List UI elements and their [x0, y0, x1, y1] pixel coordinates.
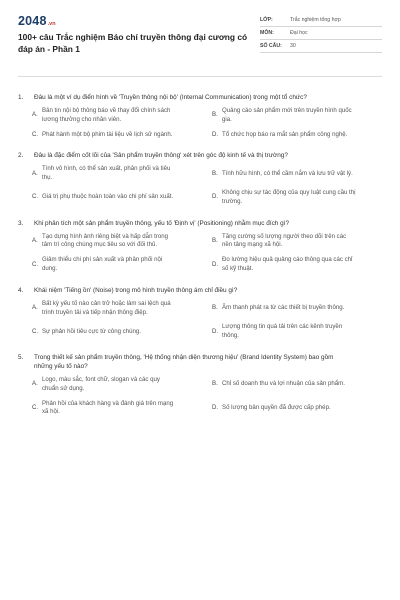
option-text: Phát hành một bộ phim tài liệu về lịch sử ngành. [42, 130, 173, 138]
question-stem [18, 219, 382, 228]
meta-key: MÔN: [260, 30, 274, 36]
option-text: Chỉ số doanh thu và lợi nhuận của sản phẩm. [222, 380, 345, 388]
options-grid [32, 233, 382, 274]
option-a[interactable] [32, 376, 212, 394]
option-letter: B. [212, 380, 218, 388]
option-text: Tổ chức họp báo ra mắt sản phẩm công nghệ. [222, 130, 348, 138]
option-a[interactable] [32, 107, 212, 125]
option-d[interactable] [212, 131, 376, 140]
question-text: Khái niệm 'Tiếng ồn' (Noise) trong mô hình truyền thông ám chỉ điều gì? [34, 286, 238, 294]
option-letter: D. [212, 193, 219, 201]
option-c[interactable] [32, 189, 212, 207]
option-text: Quảng cáo sản phẩm mới trên truyền hình quốc gia. [222, 107, 352, 123]
question-stem [18, 353, 382, 371]
option-letter: A. [32, 111, 38, 119]
question-1 [18, 93, 382, 139]
option-text: Bản tin nội bộ thông báo về thay đổi chính sách lương thưởng cho nhân viên. [42, 107, 171, 123]
option-letter: D. [212, 260, 219, 268]
options-grid [32, 165, 382, 206]
meta-value: Đại học [290, 30, 308, 36]
option-letter: B. [212, 304, 218, 312]
option-text: Phản hồi của khách hàng và đánh giá trên mạng xã hội. [42, 399, 174, 416]
question-text: Trong thiết kế sản phẩm truyền thông, 'Hệ thống nhận diện thương hiệu' (Brand Identity System) bao gồm những yếu tố nào? [34, 353, 334, 370]
logo-suffix: .vn [47, 21, 56, 27]
option-letter: B. [212, 169, 218, 177]
option-letter: D. [212, 130, 219, 138]
option-text: Số lượng bản quyền đã được cấp phép. [222, 403, 331, 411]
option-d[interactable] [212, 323, 376, 341]
question-number: 4. [18, 286, 24, 294]
question-text: Đâu là đặc điểm cốt lõi của 'Sản phẩm truyền thông' xét trên góc độ kinh tế và thị trường? [34, 152, 288, 160]
option-letter: C. [32, 327, 39, 335]
question-stem [18, 286, 382, 295]
question-number: 3. [18, 219, 24, 227]
option-d[interactable] [212, 256, 376, 274]
option-a[interactable] [32, 233, 212, 251]
question-stem [18, 93, 382, 102]
document-title: 100+ câu Trắc nghiệm Báo chí truyền thông đại cương có đáp án - Phần 1 [18, 32, 248, 54]
option-letter: A. [32, 304, 38, 312]
option-letter: A. [32, 380, 38, 388]
option-text: Logo, màu sắc, font chữ, slogan và các quy chuẩn sử dụng. [42, 375, 160, 392]
option-b[interactable] [212, 233, 376, 251]
option-letter: D. [212, 403, 219, 411]
meta-row-class [260, 14, 382, 27]
option-text: Tính vô hình, có thể sản xuất, phân phối và tiêu thụ. [42, 165, 171, 182]
page-header [18, 14, 382, 70]
option-text: Không chịu sự tác động của quy luật cung cầu thị trường. [222, 188, 356, 205]
meta-row-count [260, 40, 382, 53]
meta-table [260, 14, 382, 53]
option-text: Giảm thiểu chi phí sản xuất và phân phối nội dung. [42, 256, 163, 272]
option-text: Đo lường hiệu quả quảng cáo thông qua các chỉ số kỹ thuật. [222, 256, 353, 272]
question-3 [18, 219, 382, 274]
option-text: Lượng thông tin quá tải trên các kênh truyền thông. [222, 323, 343, 340]
question-stem [18, 151, 382, 160]
option-text: Âm thanh phát ra từ các thiết bị truyền thông. [222, 304, 345, 312]
option-d[interactable] [212, 189, 376, 207]
option-b[interactable] [212, 300, 376, 318]
option-letter: D. [212, 327, 219, 335]
brand-block [18, 14, 250, 55]
option-d[interactable] [212, 400, 376, 418]
question-number: 5. [18, 353, 24, 361]
meta-value: Trắc nghiệm tổng hợp [290, 17, 341, 23]
option-text: Bất kỳ yếu tố nào cản trở hoặc làm sai lệch quá trình truyền tải và tiếp nhận thông điệp. [42, 299, 171, 316]
option-text: Sự phản hồi tiêu cực từ công chúng. [42, 327, 141, 335]
logo-text: 2048 [18, 14, 47, 28]
option-letter: A. [32, 169, 38, 177]
option-letter: C. [32, 130, 39, 138]
question-4 [18, 286, 382, 341]
question-text: Khi phân tích một sản phẩm truyền thông, yếu tố 'Định vị' (Positioning) nhằm mục đích gì? [34, 219, 290, 227]
meta-row-subject [260, 27, 382, 40]
option-letter: A. [32, 236, 38, 244]
option-a[interactable] [32, 165, 212, 183]
option-a[interactable] [32, 300, 212, 318]
question-5 [18, 353, 382, 417]
option-c[interactable] [32, 323, 212, 341]
option-letter: C. [32, 260, 39, 268]
question-list [18, 93, 382, 417]
options-grid [32, 376, 382, 417]
question-number: 2. [18, 152, 24, 160]
meta-key: LỚP: [260, 17, 273, 23]
option-c[interactable] [32, 131, 212, 140]
question-number: 1. [18, 94, 24, 101]
option-letter: C. [32, 403, 39, 411]
option-text: Giá trị phụ thuộc hoàn toàn vào chi phí sản xuất. [42, 193, 174, 201]
question-text: Đâu là một ví dụ điển hình về 'Truyền thông nội bộ' (Internal Communication) trong một tổ chức? [34, 94, 307, 101]
option-text: Tính hữu hình, có thể cầm nắm và lưu trữ vật lý. [222, 169, 353, 177]
option-b[interactable] [212, 165, 376, 183]
meta-value: 30 [290, 43, 296, 49]
option-text: Tạo dựng hình ảnh riêng biệt và hấp dẫn trong tâm trí công chúng mục tiêu so với đối thủ. [42, 232, 169, 249]
options-grid [32, 107, 382, 139]
option-letter: B. [212, 236, 218, 244]
meta-key: SỐ CÂU: [260, 43, 282, 49]
option-letter: B. [212, 111, 218, 119]
option-c[interactable] [32, 256, 212, 274]
site-logo[interactable] [18, 14, 250, 28]
option-c[interactable] [32, 400, 212, 418]
header-divider [18, 76, 382, 77]
option-b[interactable] [212, 376, 376, 394]
option-letter: C. [32, 193, 39, 201]
option-b[interactable] [212, 107, 376, 125]
option-text: Tăng cường số lượng người theo dõi trên các nền tảng mạng xã hội. [222, 232, 347, 249]
question-2 [18, 151, 382, 206]
options-grid [32, 300, 382, 341]
